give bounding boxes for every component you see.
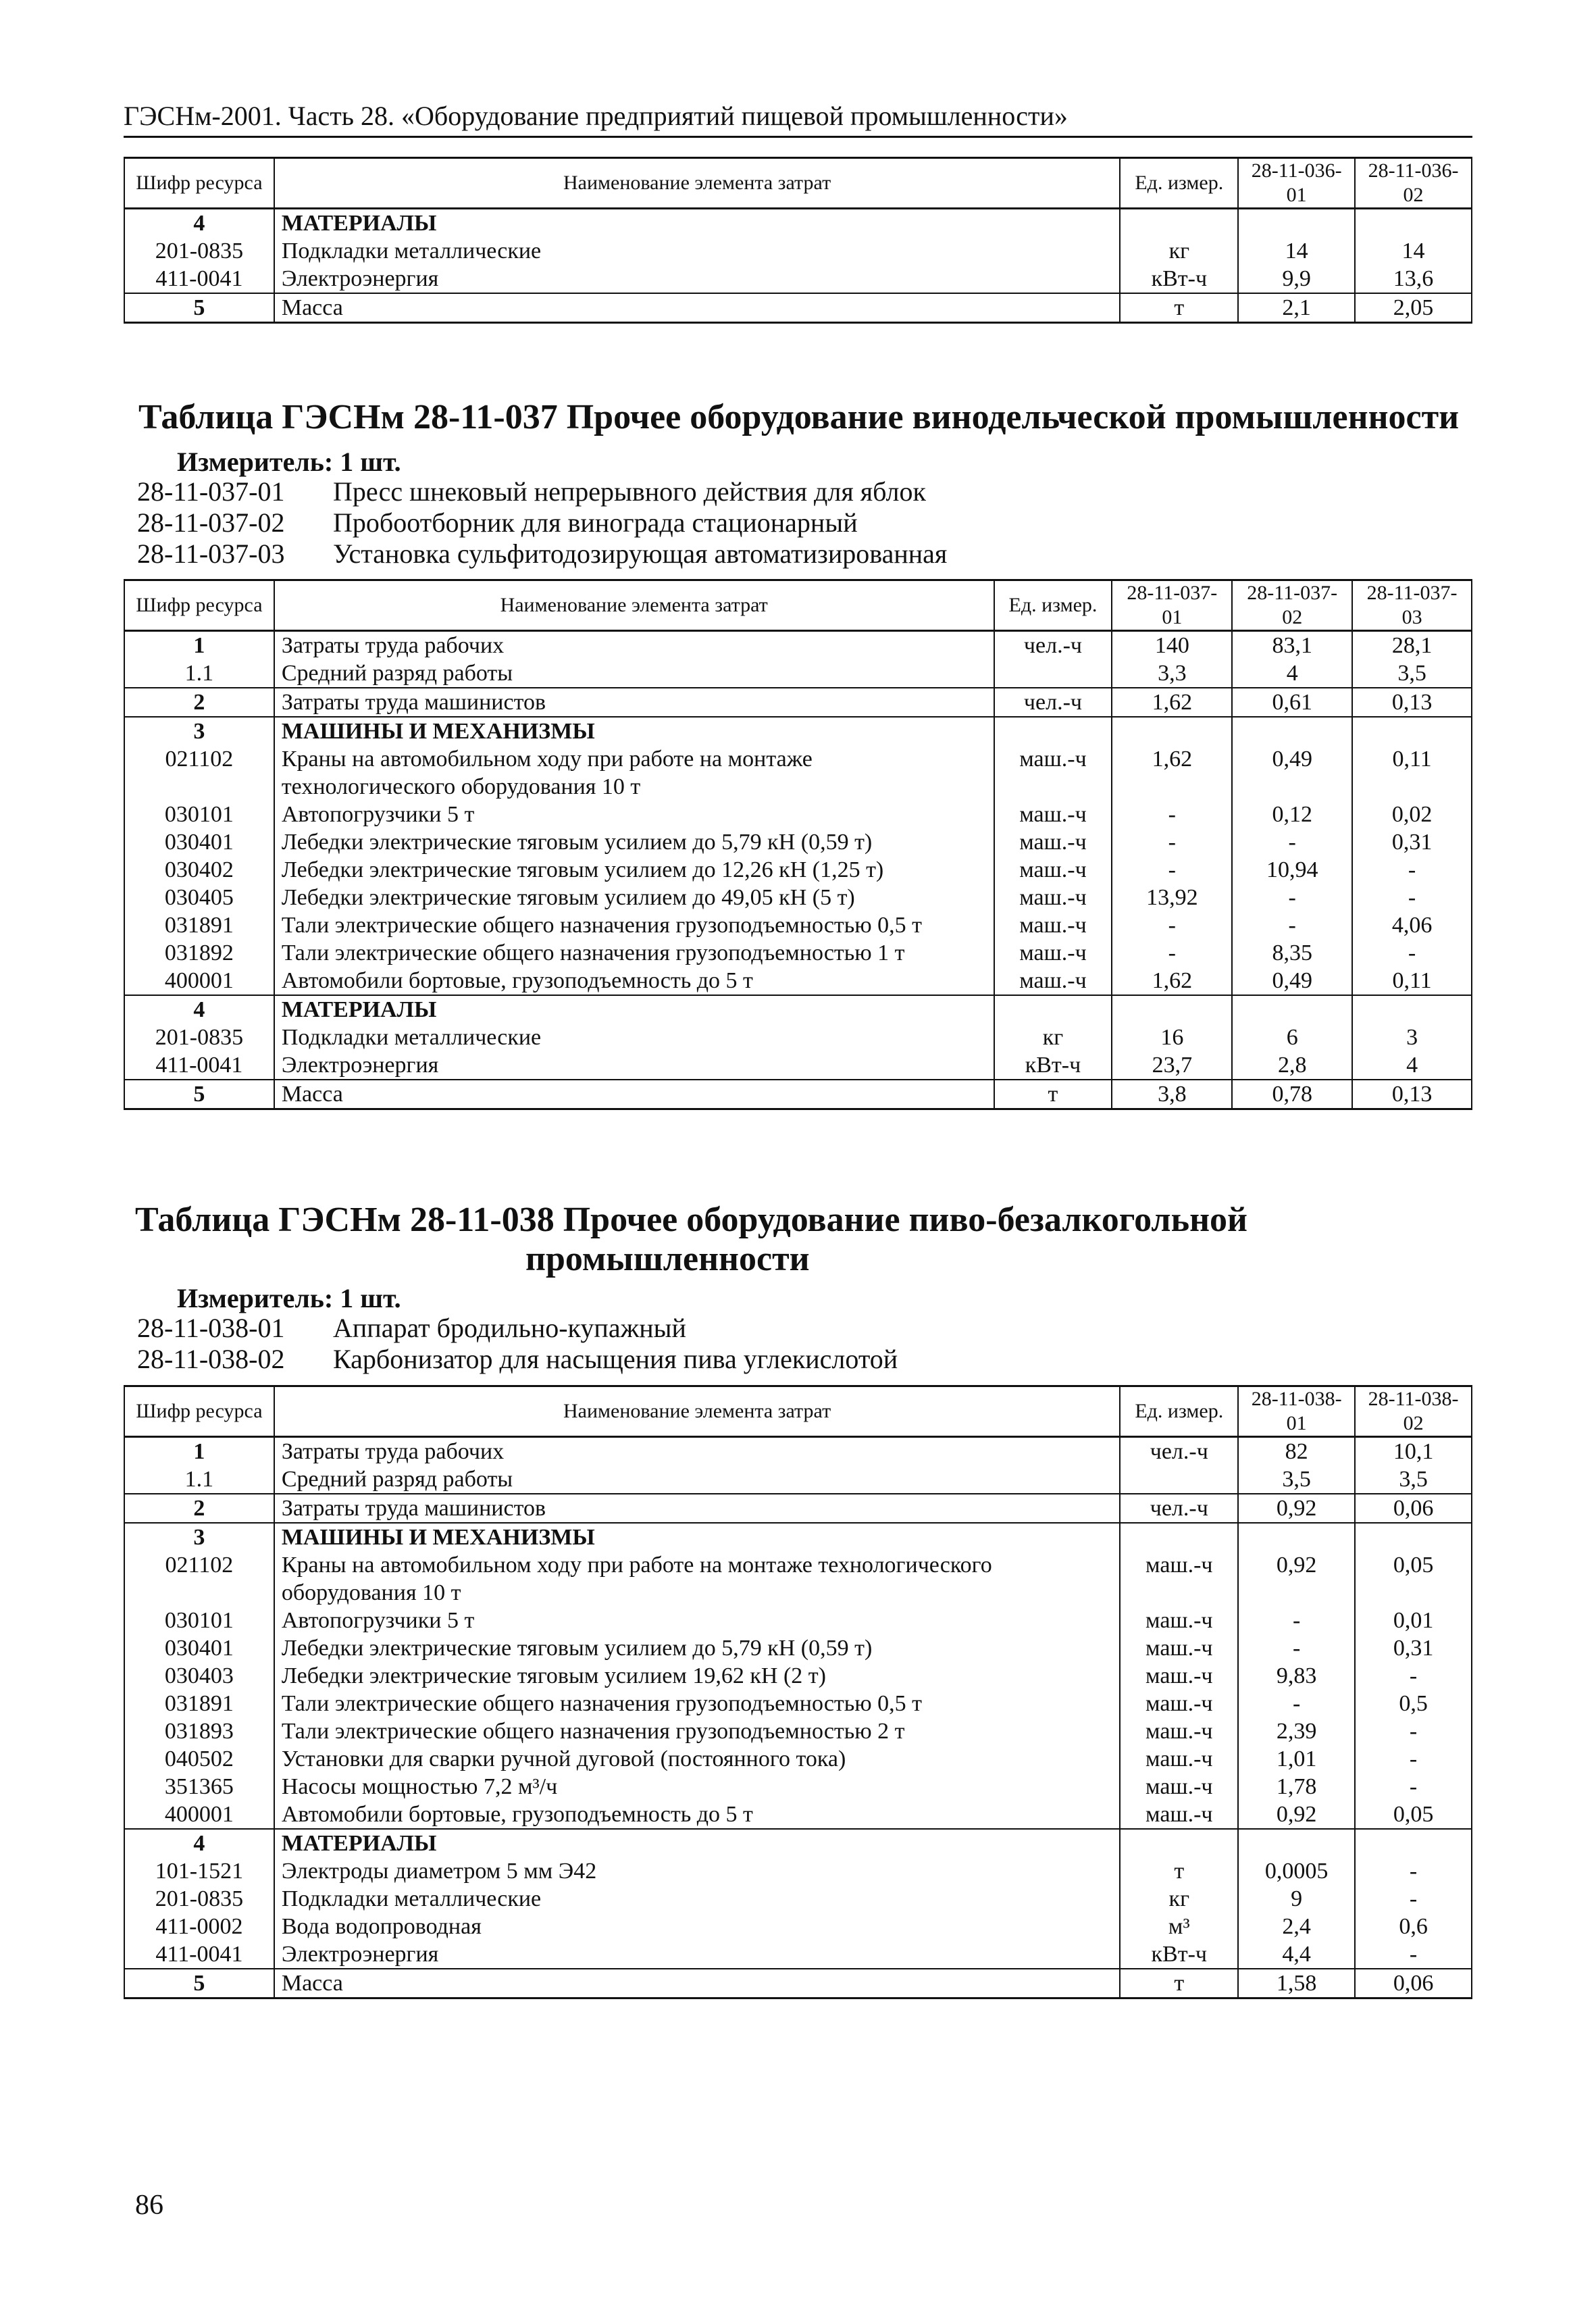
cell-value: 4	[1352, 1051, 1472, 1080]
cell-code: 030401	[124, 1634, 274, 1662]
cell-code: 030405	[124, 884, 274, 911]
col-unit-header: Ед. измер.	[1120, 158, 1238, 209]
cell-name: Тали электрические общего назначения грузоподъемностью 0,5 т	[274, 911, 994, 939]
cell-value: 0,0005	[1238, 1857, 1355, 1885]
cell-code: 030101	[124, 1607, 274, 1634]
cell-name: Лебедки электрические тяговым усилием до 5,79 кН (0,59 т)	[274, 828, 994, 856]
cell-code: 201-0835	[124, 1885, 274, 1913]
cell-value	[1232, 717, 1352, 745]
cell-value: 3,3	[1112, 659, 1232, 688]
cell-unit: кВт-ч	[1120, 265, 1238, 293]
cell-value: -	[1238, 1634, 1355, 1662]
position-text: Пробоотборник для винограда стационарный	[333, 507, 858, 538]
cell-value: 1,01	[1238, 1745, 1355, 1773]
cell-name: Лебедки электрические тяговым усилием до 5,79 кН (0,59 т)	[274, 1634, 1121, 1662]
cell-unit: маш.-ч	[994, 967, 1112, 995]
cell-value: 9,9	[1238, 265, 1355, 293]
cell-value: -	[1355, 1857, 1472, 1885]
cell-value: 0,5	[1355, 1690, 1472, 1717]
cell-code: 411-0002	[124, 1913, 274, 1940]
table-038	[124, 1385, 1472, 1999]
cell-value: 14	[1355, 237, 1472, 265]
cell-value: 0,49	[1232, 967, 1352, 995]
cell-code: 030401	[124, 828, 274, 856]
cell-value: -	[1112, 856, 1232, 884]
cell-name: Масса	[274, 1080, 994, 1109]
table-row	[124, 1829, 1472, 1857]
cell-value: 4,06	[1352, 911, 1472, 939]
cell-unit	[994, 659, 1112, 688]
table-row	[124, 1745, 1472, 1773]
table-row	[124, 717, 1472, 745]
cell-value: 0,01	[1355, 1607, 1472, 1634]
cell-unit: чел.-ч	[994, 631, 1112, 660]
cell-value: -	[1232, 884, 1352, 911]
position-line	[137, 1312, 686, 1344]
cell-value: 0,13	[1352, 688, 1472, 717]
cell-value: -	[1238, 1690, 1355, 1717]
cell-value	[1355, 1829, 1472, 1857]
cell-unit	[1120, 1465, 1238, 1494]
cell-name: МАТЕРИАЛЫ	[274, 995, 994, 1024]
cell-value: 1,62	[1112, 745, 1232, 801]
cell-code: 1	[124, 631, 274, 660]
table-body	[124, 631, 1472, 1109]
table-row	[124, 688, 1472, 717]
cell-name: Затраты труда машинистов	[274, 688, 994, 717]
position-line	[137, 476, 926, 507]
cell-value: 0,61	[1232, 688, 1352, 717]
cell-code: 021102	[124, 745, 274, 801]
col-code-header: Шифр ресурса	[124, 158, 274, 209]
cell-unit: маш.-ч	[1120, 1662, 1238, 1690]
cell-value	[1238, 209, 1355, 238]
table-row	[124, 911, 1472, 939]
table-row	[124, 801, 1472, 828]
cell-unit: маш.-ч	[1120, 1717, 1238, 1745]
cell-name: Электроэнергия	[274, 1940, 1121, 1969]
cell-unit: т	[994, 1080, 1112, 1109]
table-row	[124, 1857, 1472, 1885]
cell-unit: маш.-ч	[994, 828, 1112, 856]
table-row	[124, 1801, 1472, 1829]
col-unit-header: Ед. измер.	[1120, 1386, 1238, 1437]
cell-code: 040502	[124, 1745, 274, 1773]
table-036	[124, 157, 1472, 324]
cell-value	[1355, 209, 1472, 238]
cell-code: 3	[124, 1523, 274, 1551]
cell-code: 3	[124, 717, 274, 745]
cell-code: 4	[124, 995, 274, 1024]
cell-unit	[1120, 209, 1238, 238]
cell-name: Подкладки металлические	[274, 1885, 1121, 1913]
table-row	[124, 884, 1472, 911]
cell-name: Краны на автомобильном ходу при работе на монтаже технологического оборудования 10 т	[274, 1551, 1121, 1607]
cell-value: 9	[1238, 1885, 1355, 1913]
cell-value: 82	[1238, 1437, 1355, 1466]
cell-value: 23,7	[1112, 1051, 1232, 1080]
cell-unit: т	[1120, 293, 1238, 323]
col-name-header: Наименование элемента затрат	[274, 158, 1121, 209]
cell-name: Электроэнергия	[274, 1051, 994, 1080]
cell-value: 83,1	[1232, 631, 1352, 660]
cell-value: 3,8	[1112, 1080, 1232, 1109]
position-code: 28-11-037-02	[137, 507, 285, 538]
cell-unit: кВт-ч	[1120, 1940, 1238, 1969]
cell-unit: маш.-ч	[1120, 1551, 1238, 1607]
table-body	[124, 209, 1472, 323]
table-row	[124, 1465, 1472, 1494]
cell-value: -	[1355, 1662, 1472, 1690]
meter-label: Измеритель: 1 шт.	[177, 1283, 401, 1313]
cell-value: 0,06	[1355, 1494, 1472, 1523]
table-title-continued: промышленности	[525, 1240, 810, 1278]
cell-name: Подкладки металлические	[274, 237, 1121, 265]
cell-name: Лебедки электрические тяговым усилием до 12,26 кН (1,25 т)	[274, 856, 994, 884]
table-title: Таблица ГЭСНм 28-11-038 Прочее оборудование пиво-безалкогольной	[135, 1201, 1247, 1239]
table-row	[124, 939, 1472, 967]
table-row	[124, 659, 1472, 688]
cell-unit: маш.-ч	[994, 911, 1112, 939]
cell-name: Лебедки электрические тяговым усилием до 49,05 кН (5 т)	[274, 884, 994, 911]
cell-unit: т	[1120, 1969, 1238, 1998]
cell-value: 2,39	[1238, 1717, 1355, 1745]
cell-unit: маш.-ч	[994, 856, 1112, 884]
cell-unit	[1120, 1829, 1238, 1857]
cell-value: 0,05	[1355, 1551, 1472, 1607]
cell-value: 2,05	[1355, 293, 1472, 323]
cell-unit: маш.-ч	[1120, 1607, 1238, 1634]
cell-value: 0,05	[1355, 1801, 1472, 1829]
cell-value: 10,94	[1232, 856, 1352, 884]
cell-name: Средний разряд работы	[274, 1465, 1121, 1494]
cell-name: Автопогрузчики 5 т	[274, 801, 994, 828]
cell-name: Автомобили бортовые, грузоподъемность до 5 т	[274, 1801, 1121, 1829]
position-text: Карбонизатор для насыщения пива углекислотой	[333, 1344, 898, 1374]
cell-unit: чел.-ч	[994, 688, 1112, 717]
cell-unit	[994, 717, 1112, 745]
col-value-header: 28-11-038-02	[1355, 1386, 1472, 1437]
cell-value: 1,78	[1238, 1773, 1355, 1801]
table-row	[124, 1051, 1472, 1080]
table-row	[124, 1024, 1472, 1051]
running-header: ГЭСНм-2001. Часть 28. «Оборудование предприятий пищевой промышленности»	[124, 100, 1472, 138]
cell-value: 28,1	[1352, 631, 1472, 660]
table-row	[124, 1913, 1472, 1940]
table-row	[124, 237, 1472, 265]
cell-code: 101-1521	[124, 1857, 274, 1885]
table-row	[124, 1551, 1472, 1607]
cell-value: -	[1355, 1717, 1472, 1745]
table-row	[124, 828, 1472, 856]
table-row	[124, 1690, 1472, 1717]
cell-value: 0,31	[1355, 1634, 1472, 1662]
cell-unit: чел.-ч	[1120, 1437, 1238, 1466]
cell-value: 3,5	[1352, 659, 1472, 688]
cell-code: 5	[124, 1080, 274, 1109]
table-row	[124, 856, 1472, 884]
cell-name: Подкладки металлические	[274, 1024, 994, 1051]
cell-value: -	[1232, 828, 1352, 856]
cell-name: Тали электрические общего назначения грузоподъемностью 0,5 т	[274, 1690, 1121, 1717]
cell-code: 1.1	[124, 1465, 274, 1494]
cell-value: -	[1352, 856, 1472, 884]
cell-value: 3	[1352, 1024, 1472, 1051]
col-value-header: 28-11-036-02	[1355, 158, 1472, 209]
cell-unit: кг	[1120, 1885, 1238, 1913]
cell-value: 0,06	[1355, 1969, 1472, 1998]
cell-value	[1352, 717, 1472, 745]
cell-unit: маш.-ч	[994, 801, 1112, 828]
cell-unit: маш.-ч	[994, 884, 1112, 911]
cell-unit: кВт-ч	[994, 1051, 1112, 1080]
col-code-header: Шифр ресурса	[124, 580, 274, 631]
col-value-header: 28-11-038-01	[1238, 1386, 1355, 1437]
cell-value	[1238, 1829, 1355, 1857]
table-037	[124, 579, 1472, 1110]
cell-value: 13,6	[1355, 265, 1472, 293]
table-row	[124, 1773, 1472, 1801]
cell-code: 1	[124, 1437, 274, 1466]
position-code: 28-11-037-01	[137, 476, 285, 507]
cell-name: Электроэнергия	[274, 265, 1121, 293]
cell-value	[1238, 1523, 1355, 1551]
col-name-header: Наименование элемента затрат	[274, 580, 994, 631]
cell-code: 201-0835	[124, 1024, 274, 1051]
cell-value: -	[1355, 1773, 1472, 1801]
cell-value: 0,6	[1355, 1913, 1472, 1940]
cell-name: Масса	[274, 1969, 1121, 1998]
position-code: 28-11-037-03	[137, 538, 285, 569]
cell-name: Автомобили бортовые, грузоподъемность до 5 т	[274, 967, 994, 995]
cell-unit: маш.-ч	[1120, 1745, 1238, 1773]
cell-unit: чел.-ч	[1120, 1494, 1238, 1523]
cell-value: 0,92	[1238, 1801, 1355, 1829]
table-row	[124, 1717, 1472, 1745]
cell-value: -	[1112, 911, 1232, 939]
col-name-header: Наименование элемента затрат	[274, 1386, 1121, 1437]
cell-value	[1355, 1523, 1472, 1551]
cell-value: 0,13	[1352, 1080, 1472, 1109]
table-row	[124, 1080, 1472, 1109]
cell-value: 4,4	[1238, 1940, 1355, 1969]
table-row	[124, 745, 1472, 801]
cell-value: 10,1	[1355, 1437, 1472, 1466]
table-row	[124, 631, 1472, 660]
cell-code: 030403	[124, 1662, 274, 1690]
cell-value: 0,11	[1352, 745, 1472, 801]
cell-code: 2	[124, 688, 274, 717]
cell-value: -	[1112, 801, 1232, 828]
cell-value: 0,78	[1232, 1080, 1352, 1109]
cell-code: 4	[124, 209, 274, 238]
cell-value: -	[1352, 939, 1472, 967]
cell-value: 2,1	[1238, 293, 1355, 323]
cell-value: 16	[1112, 1024, 1232, 1051]
cell-name: Тали электрические общего назначения грузоподъемностью 2 т	[274, 1717, 1121, 1745]
table-row	[124, 1885, 1472, 1913]
cell-code: 031892	[124, 939, 274, 967]
cell-value: 1,58	[1238, 1969, 1355, 1998]
cell-name: МАШИНЫ И МЕХАНИЗМЫ	[274, 1523, 1121, 1551]
table-row	[124, 1634, 1472, 1662]
cell-value: 2,8	[1232, 1051, 1352, 1080]
meter-label: Измеритель: 1 шт.	[177, 447, 401, 477]
cell-value	[1112, 717, 1232, 745]
cell-value: 3,5	[1238, 1465, 1355, 1494]
cell-code: 1.1	[124, 659, 274, 688]
col-value-header: 28-11-037-03	[1352, 580, 1472, 631]
cell-value: 14	[1238, 237, 1355, 265]
cell-unit: маш.-ч	[1120, 1773, 1238, 1801]
page-number: 86	[135, 2190, 163, 2221]
cell-value: 4	[1232, 659, 1352, 688]
col-code-header: Шифр ресурса	[124, 1386, 274, 1437]
cell-code: 400001	[124, 967, 274, 995]
position-line	[137, 1343, 898, 1375]
table-body	[124, 1437, 1472, 1998]
cell-value: -	[1355, 1940, 1472, 1969]
cell-unit: м³	[1120, 1913, 1238, 1940]
cell-code: 031891	[124, 1690, 274, 1717]
position-text: Аппарат бродильно-купажный	[333, 1313, 686, 1343]
cell-unit: маш.-ч	[994, 939, 1112, 967]
cell-name: Масса	[274, 293, 1121, 323]
cell-name: Вода водопроводная	[274, 1913, 1121, 1940]
cell-value: 0,92	[1238, 1494, 1355, 1523]
cell-value: 2,4	[1238, 1913, 1355, 1940]
table-row	[124, 995, 1472, 1024]
cell-name: МАТЕРИАЛЫ	[274, 209, 1121, 238]
table-row	[124, 967, 1472, 995]
col-value-header: 28-11-037-02	[1232, 580, 1352, 631]
cell-name: МАШИНЫ И МЕХАНИЗМЫ	[274, 717, 994, 745]
cell-code: 4	[124, 1829, 274, 1857]
position-line	[137, 507, 858, 538]
cell-unit: маш.-ч	[1120, 1801, 1238, 1829]
cell-unit: маш.-ч	[1120, 1690, 1238, 1717]
table-row	[124, 265, 1472, 293]
cell-name: Краны на автомобильном ходу при работе на монтаже технологического оборудования 10 т	[274, 745, 994, 801]
cell-code: 5	[124, 1969, 274, 1998]
table-row	[124, 1494, 1472, 1523]
cell-value: -	[1352, 884, 1472, 911]
table-title: Таблица ГЭСНм 28-11-037 Прочее оборудование винодельческой промышленности	[138, 398, 1460, 436]
cell-name: Установки для сварки ручной дуговой (постоянного тока)	[274, 1745, 1121, 1773]
cell-value: 8,35	[1232, 939, 1352, 967]
cell-name: Затраты труда машинистов	[274, 1494, 1121, 1523]
cell-unit	[1120, 1523, 1238, 1551]
cell-code: 351365	[124, 1773, 274, 1801]
cell-name: Автопогрузчики 5 т	[274, 1607, 1121, 1634]
cell-value: 6	[1232, 1024, 1352, 1051]
cell-value: 0,49	[1232, 745, 1352, 801]
cell-value: 1,62	[1112, 967, 1232, 995]
table-row	[124, 1523, 1472, 1551]
cell-value	[1112, 995, 1232, 1024]
cell-value	[1352, 995, 1472, 1024]
cell-code: 411-0041	[124, 265, 274, 293]
position-code: 28-11-038-01	[137, 1313, 285, 1343]
position-line	[137, 538, 947, 570]
cell-code: 030101	[124, 801, 274, 828]
position-text: Пресс шнековый непрерывного действия для яблок	[333, 476, 926, 507]
cell-unit: кг	[994, 1024, 1112, 1051]
cell-code: 201-0835	[124, 237, 274, 265]
cell-value: 3,5	[1355, 1465, 1472, 1494]
col-unit-header: Ед. измер.	[994, 580, 1112, 631]
table-row	[124, 1607, 1472, 1634]
cell-value: 0,12	[1232, 801, 1352, 828]
cell-unit: маш.-ч	[1120, 1634, 1238, 1662]
table-row	[124, 1940, 1472, 1969]
cell-value: 13,92	[1112, 884, 1232, 911]
cell-value: 0,02	[1352, 801, 1472, 828]
cell-name: Электроды диаметром 5 мм Э42	[274, 1857, 1121, 1885]
cell-name: Насосы мощностью 7,2 м³/ч	[274, 1773, 1121, 1801]
table-row	[124, 1969, 1472, 1998]
cell-code: 030402	[124, 856, 274, 884]
table-row	[124, 1662, 1472, 1690]
cell-code: 411-0041	[124, 1940, 274, 1969]
cell-code: 021102	[124, 1551, 274, 1607]
col-value-header: 28-11-037-01	[1112, 580, 1232, 631]
cell-value: -	[1355, 1885, 1472, 1913]
table-row	[124, 293, 1472, 323]
cell-code: 5	[124, 293, 274, 323]
cell-value: -	[1355, 1745, 1472, 1773]
cell-value: 0,92	[1238, 1551, 1355, 1607]
cell-unit	[994, 995, 1112, 1024]
cell-value: 1,62	[1112, 688, 1232, 717]
cell-value: -	[1238, 1607, 1355, 1634]
cell-name: Лебедки электрические тяговым усилием 19,62 кН (2 т)	[274, 1662, 1121, 1690]
position-code: 28-11-038-02	[137, 1344, 285, 1374]
cell-unit: т	[1120, 1857, 1238, 1885]
table-row	[124, 209, 1472, 238]
cell-value: 9,83	[1238, 1662, 1355, 1690]
cell-value	[1232, 995, 1352, 1024]
cell-name: Затраты труда рабочих	[274, 1437, 1121, 1466]
cell-code: 400001	[124, 1801, 274, 1829]
position-text: Установка сульфитодозирующая автоматизированная	[333, 538, 948, 569]
cell-value: -	[1112, 939, 1232, 967]
cell-value: 0,31	[1352, 828, 1472, 856]
cell-unit: кг	[1120, 237, 1238, 265]
cell-name: Тали электрические общего назначения грузоподъемностью 1 т	[274, 939, 994, 967]
col-value-header: 28-11-036-01	[1238, 158, 1355, 209]
cell-name: МАТЕРИАЛЫ	[274, 1829, 1121, 1857]
cell-name: Затраты труда рабочих	[274, 631, 994, 660]
cell-name: Средний разряд работы	[274, 659, 994, 688]
cell-value: 0,11	[1352, 967, 1472, 995]
cell-code: 031891	[124, 911, 274, 939]
cell-value: -	[1232, 911, 1352, 939]
cell-code: 411-0041	[124, 1051, 274, 1080]
cell-code: 031893	[124, 1717, 274, 1745]
cell-code: 2	[124, 1494, 274, 1523]
cell-unit: маш.-ч	[994, 745, 1112, 801]
table-row	[124, 1437, 1472, 1466]
cell-value: -	[1112, 828, 1232, 856]
cell-value: 140	[1112, 631, 1232, 660]
